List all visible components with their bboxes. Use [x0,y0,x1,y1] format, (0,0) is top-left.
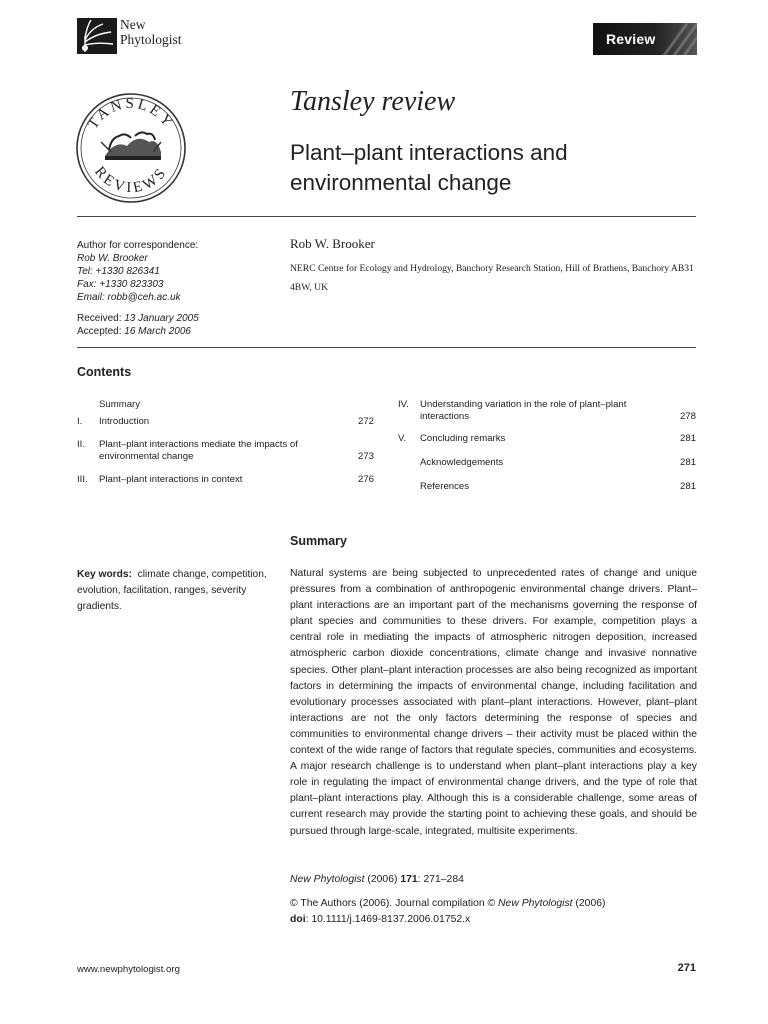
toc-number: III. [77,474,88,485]
article-title: Plant–plant interactions and environmental change [290,140,568,195]
tansley-reviews-seal-icon [75,92,187,204]
seal-text-top: TANSLEY [85,95,177,133]
keywords [77,567,267,615]
copyright-journal: New Phytologist [498,898,573,909]
author-affiliation [290,259,700,297]
toc-title: Summary [99,399,141,410]
copyright-block [290,896,605,928]
affiliation-line-2: 4BW, UK [290,282,329,293]
citation-pages: : 271–284 [417,874,464,885]
copyright-prefix: © The Authors (2006). Journal compilation © [290,898,499,909]
new-phytologist-logo-icon [77,18,117,54]
page-number: 271 [677,962,696,974]
seal-text-bottom: REVIEWS [91,163,171,197]
toc-page: 273 [357,450,374,462]
toc-title: Plant–plant interactions in context [99,474,243,485]
toc-number: II. [77,439,85,450]
doi-label: doi [290,914,306,925]
copyright-suffix: (2006) [572,898,606,909]
affiliation-line-1: NERC Centre for Ecology and Hydrology, Banchory Research Station, Hill of Brathens, Banchory AB31 [290,263,694,274]
toc-page: 272 [357,416,374,427]
divider [77,347,696,348]
citation [290,874,464,885]
toc-page: 281 [679,481,696,492]
toc-page: 281 [679,457,696,468]
journal-name-line2: Phytologist [120,32,182,47]
keywords-label: Key words: [77,569,132,580]
correspondence-email: Email: robb@ceh.ac.uk [77,292,181,303]
toc-title: Concluding remarks [420,433,506,444]
correspondence-block [77,239,277,304]
toc-page: 281 [679,433,696,444]
correspondence-tel: Tel: +1330 826341 [77,266,160,277]
keywords-list: climate change, competition, evolution, facilitation, ranges, severity gradients. [77,569,267,612]
toc-page: 278 [679,410,696,422]
toc-title: Acknowledgements [420,457,504,468]
toc-number: I. [77,416,83,427]
toc-number: V. [398,433,407,444]
accepted-date: 16 March 2006 [124,326,191,337]
toc-entry[interactable] [77,474,374,486]
toc-title: Understanding variation in the role of plant–plant [420,399,627,410]
dates-block [77,312,199,338]
toc-title-continued: environmental change [99,450,194,462]
toc-page: 276 [357,474,374,485]
toc-title: Introduction [99,416,150,427]
citation-journal: New Phytologist [290,874,365,885]
received-label: Received: [77,313,125,324]
author-name: Rob W. Brooker [290,236,375,251]
toc-entry[interactable] [77,399,374,411]
summary-text: Natural systems are being subjected to unprecedented rates of change and unique pressures from a combination of anthropogenic environmental change drivers. Plant–plant interactions are an important part of the mechanisms governing the response of plant species and communities to these drivers. For example, competition plays a central role in mediating the impacts of atmospheric nitrogen deposition, increased atmospheric carbon dioxide concentrations, climate change and invasive nonnative species. Other plant–plant interaction processes are also being recognized as important factors in determining the impacts of environmental change, including facilitation and evolutionary processes associated with plant–plant interactions. However, plant–plant interactions are not the only factors determining the response of species and communities to environmental change drivers – their activity must be placed within the context of the wide range of factors that regulate species, communities and ecosystems. A major research challenge is to understand when plant–plant interactions play a key role in regulating the impact of environmental change drivers, and the type of role that plant–plant interactions play. Although this is a considerable challenge, some areas of current research may provide the starting point to achieving these goals, and should be pursued through large-scale, integrated, multisite experiments. [290,568,697,837]
toc-entry[interactable] [398,457,696,469]
toc-title: References [420,481,470,492]
correspondence-name: Rob W. Brooker [77,253,148,264]
toc-title: Plant–plant interactions mediate the impacts of [99,439,298,450]
correspondence-fax: Fax: +1330 823303 [77,279,164,290]
received-date: 13 January 2005 [124,313,199,324]
summary-heading: Summary [290,534,347,548]
toc-title-continued: interactions [420,410,470,422]
citation-volume: 171 [400,874,418,885]
toc-entry[interactable] [398,481,696,493]
review-label: Review [606,31,656,47]
contents-heading: Contents [77,365,132,379]
accepted-label: Accepted: [77,326,125,337]
toc-entry[interactable] [398,399,696,423]
doi-link[interactable]: : 10.1111/j.1469-8137.2006.01752.x [305,914,471,925]
journal-name-line1: New [120,17,146,32]
citation-year: (2006) [364,874,401,885]
toc-entry[interactable] [398,433,696,445]
correspondence-label: Author for correspondence: [77,240,199,251]
toc-entry[interactable] [77,439,374,463]
footer-url-link[interactable]: www.newphytologist.org [77,964,180,975]
toc-number: IV. [398,399,409,410]
divider [77,216,696,217]
journal-name [120,17,182,47]
series-title: Tansley review [290,86,456,117]
toc-entry[interactable] [77,416,374,428]
